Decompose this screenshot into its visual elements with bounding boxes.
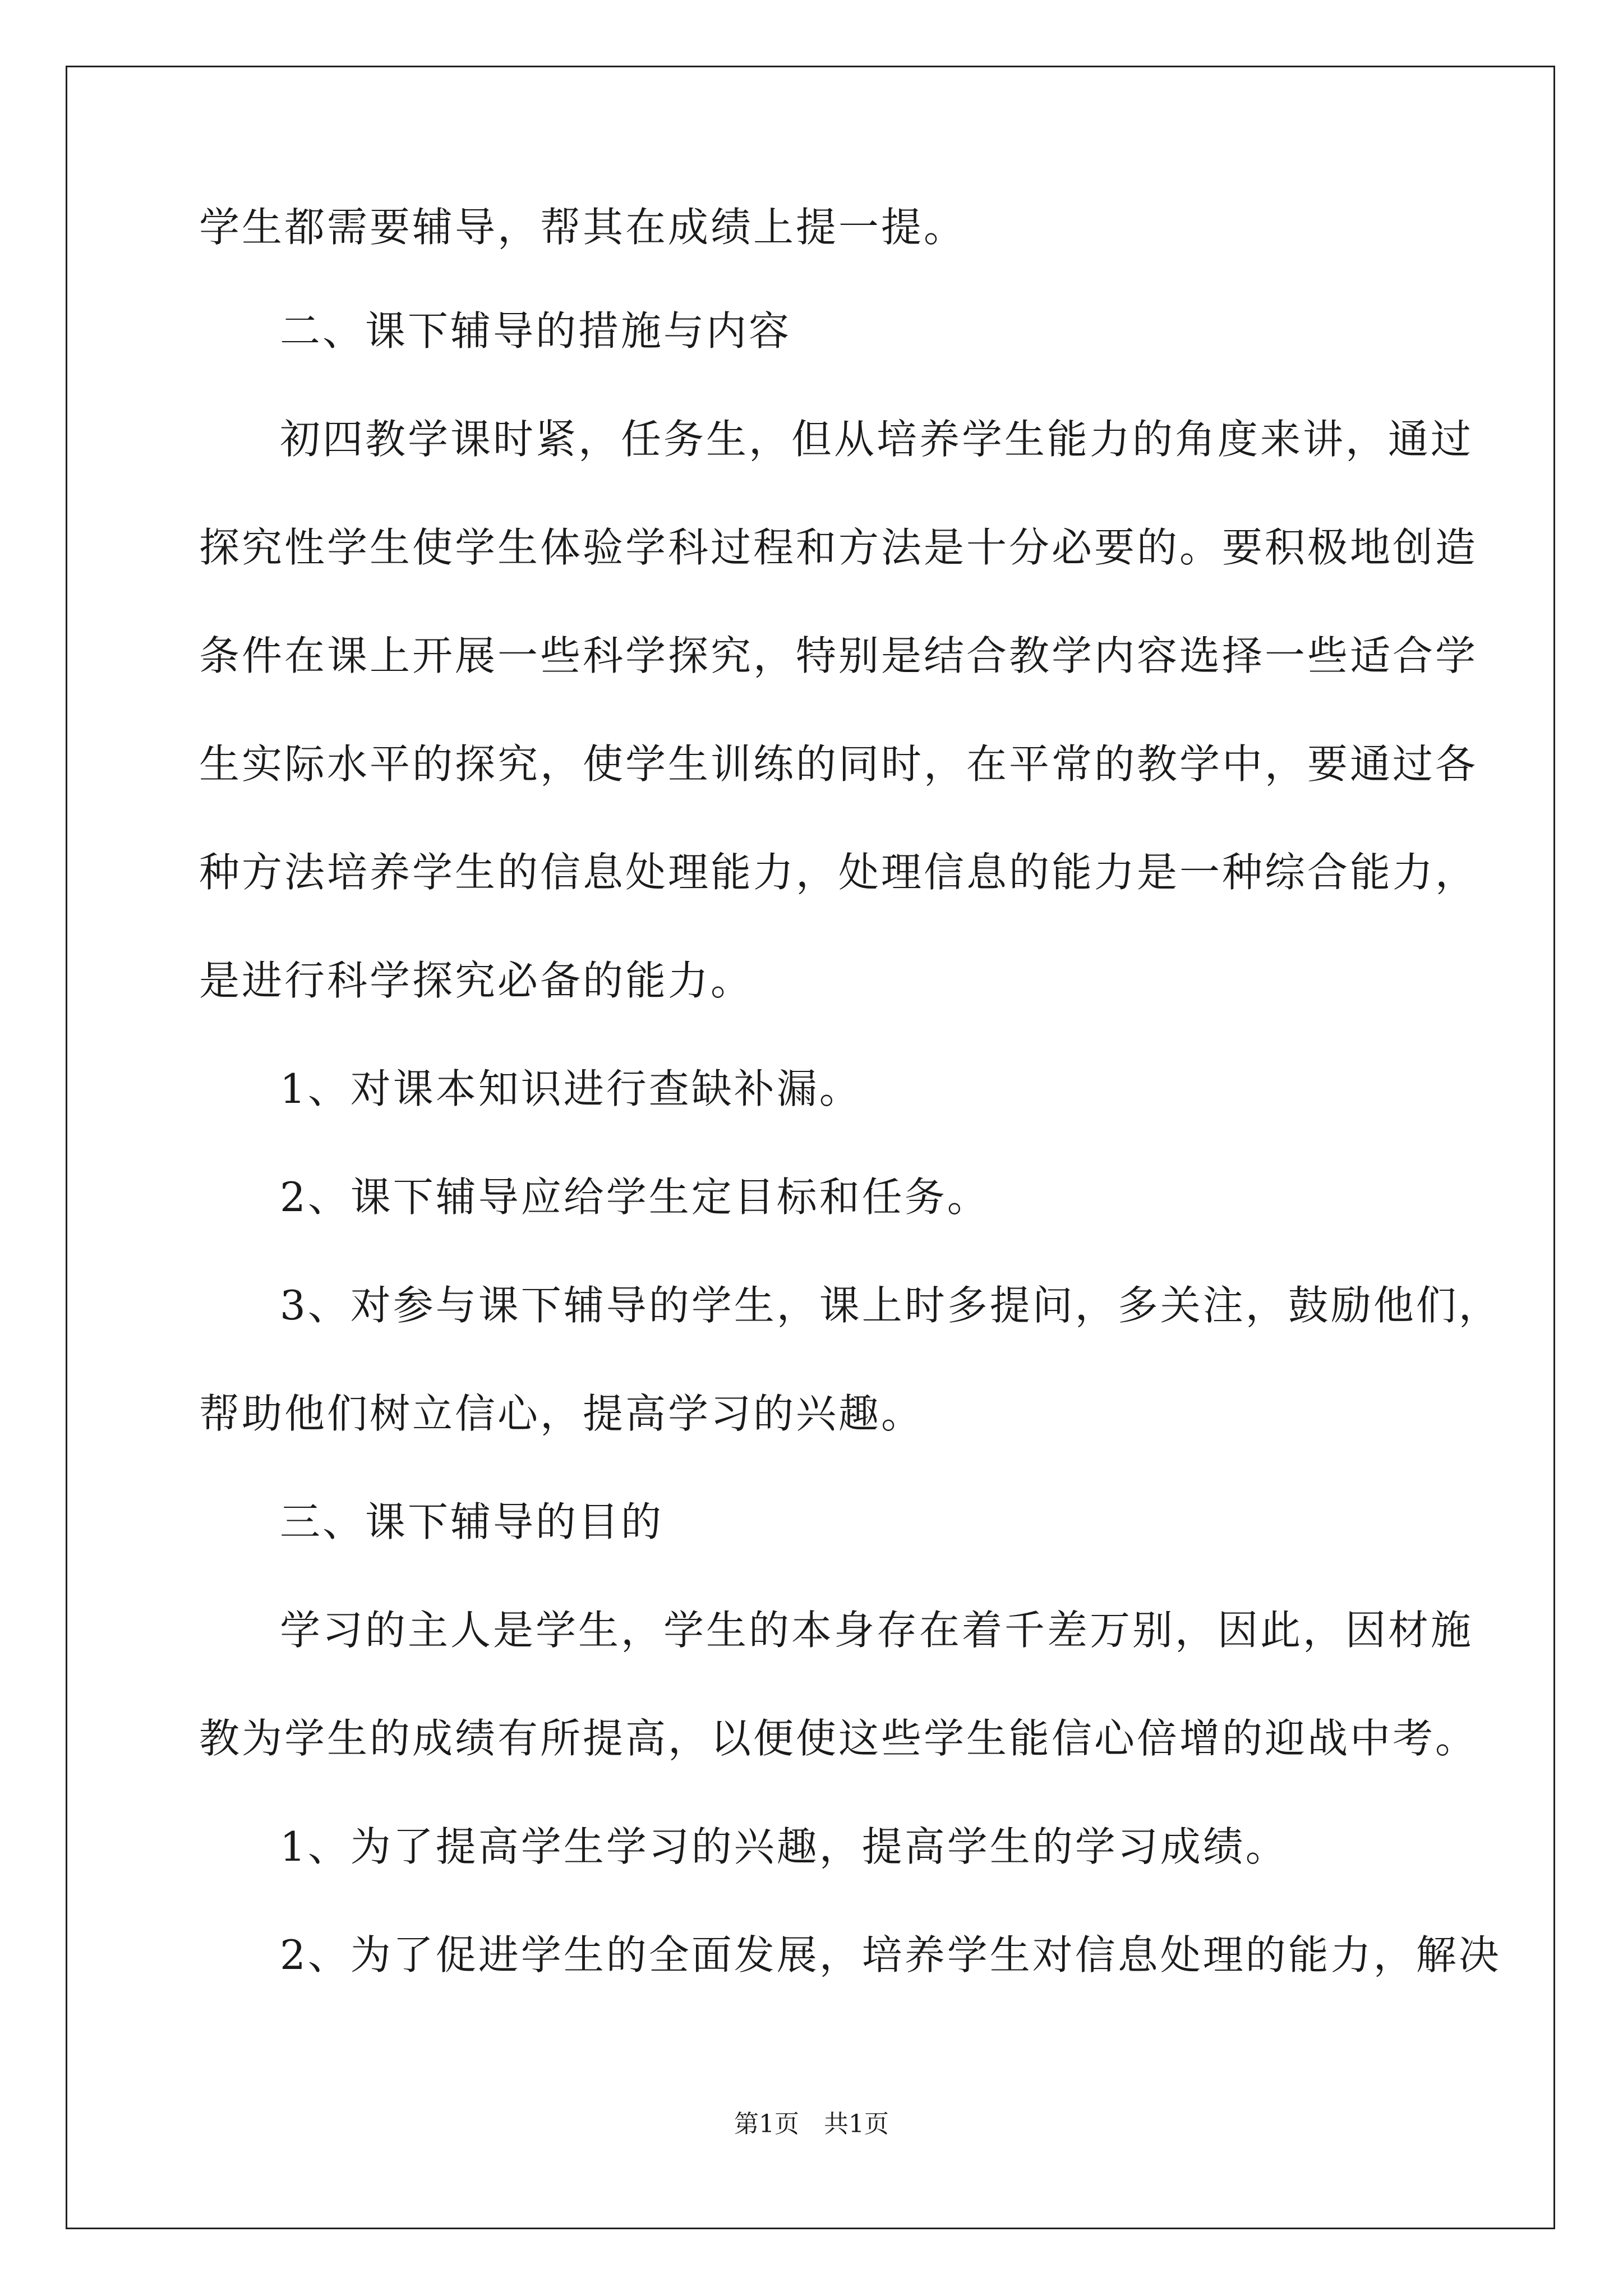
text-line: 学习的主人是学生，学生的本身存在着千差万别，因此，因材施 bbox=[280, 1607, 1474, 1654]
text-line: 是进行科学探究必备的能力。 bbox=[199, 957, 754, 1004]
section-heading: 三、课下辅导的目的 bbox=[280, 1498, 664, 1545]
text-line: 种方法培养学生的信息处理能力，处理信息的能力是一种综合能力， bbox=[199, 849, 1478, 896]
text-line: 条件在课上开展一些科学探究，特别是结合教学内容选择一些适合学 bbox=[199, 632, 1478, 679]
text-line: 教为学生的成绩有所提高，以便使这些学生能信心倍增的迎战中考。 bbox=[199, 1715, 1478, 1762]
list-item: 2、课下辅导应给学生定目标和任务。 bbox=[280, 1174, 990, 1221]
list-item: 1、为了提高学生学习的兴趣，提高学生的学习成绩。 bbox=[280, 1823, 1288, 1870]
list-item: 1、对课本知识进行查缺补漏。 bbox=[280, 1065, 862, 1112]
page-border bbox=[66, 66, 1555, 2229]
text-line: 生实际水平的探究，使学生训练的同时，在平常的教学中，要通过各 bbox=[199, 740, 1478, 788]
text-line: 帮助他们树立信心，提高学习的兴趣。 bbox=[199, 1390, 924, 1437]
list-item: 3、对参与课下辅导的学生，课上时多提问，多关注，鼓励他们， bbox=[280, 1282, 1501, 1329]
text-line: 学生都需要辅导，帮其在成绩上提一提。 bbox=[199, 204, 967, 251]
text-line: 初四教学课时紧，任务生，但从培养学生能力的角度来讲，通过 bbox=[280, 416, 1474, 463]
text-line: 探究性学生使学生体验学科过程和方法是十分必要的。要积极地创造 bbox=[199, 524, 1478, 571]
list-item: 2、为了促进学生的全面发展，培养学生对信息处理的能力，解决 bbox=[280, 1931, 1501, 1978]
page-footer: 第1页 共1页 bbox=[734, 2110, 889, 2138]
section-heading: 二、课下辅导的措施与内容 bbox=[280, 307, 792, 355]
